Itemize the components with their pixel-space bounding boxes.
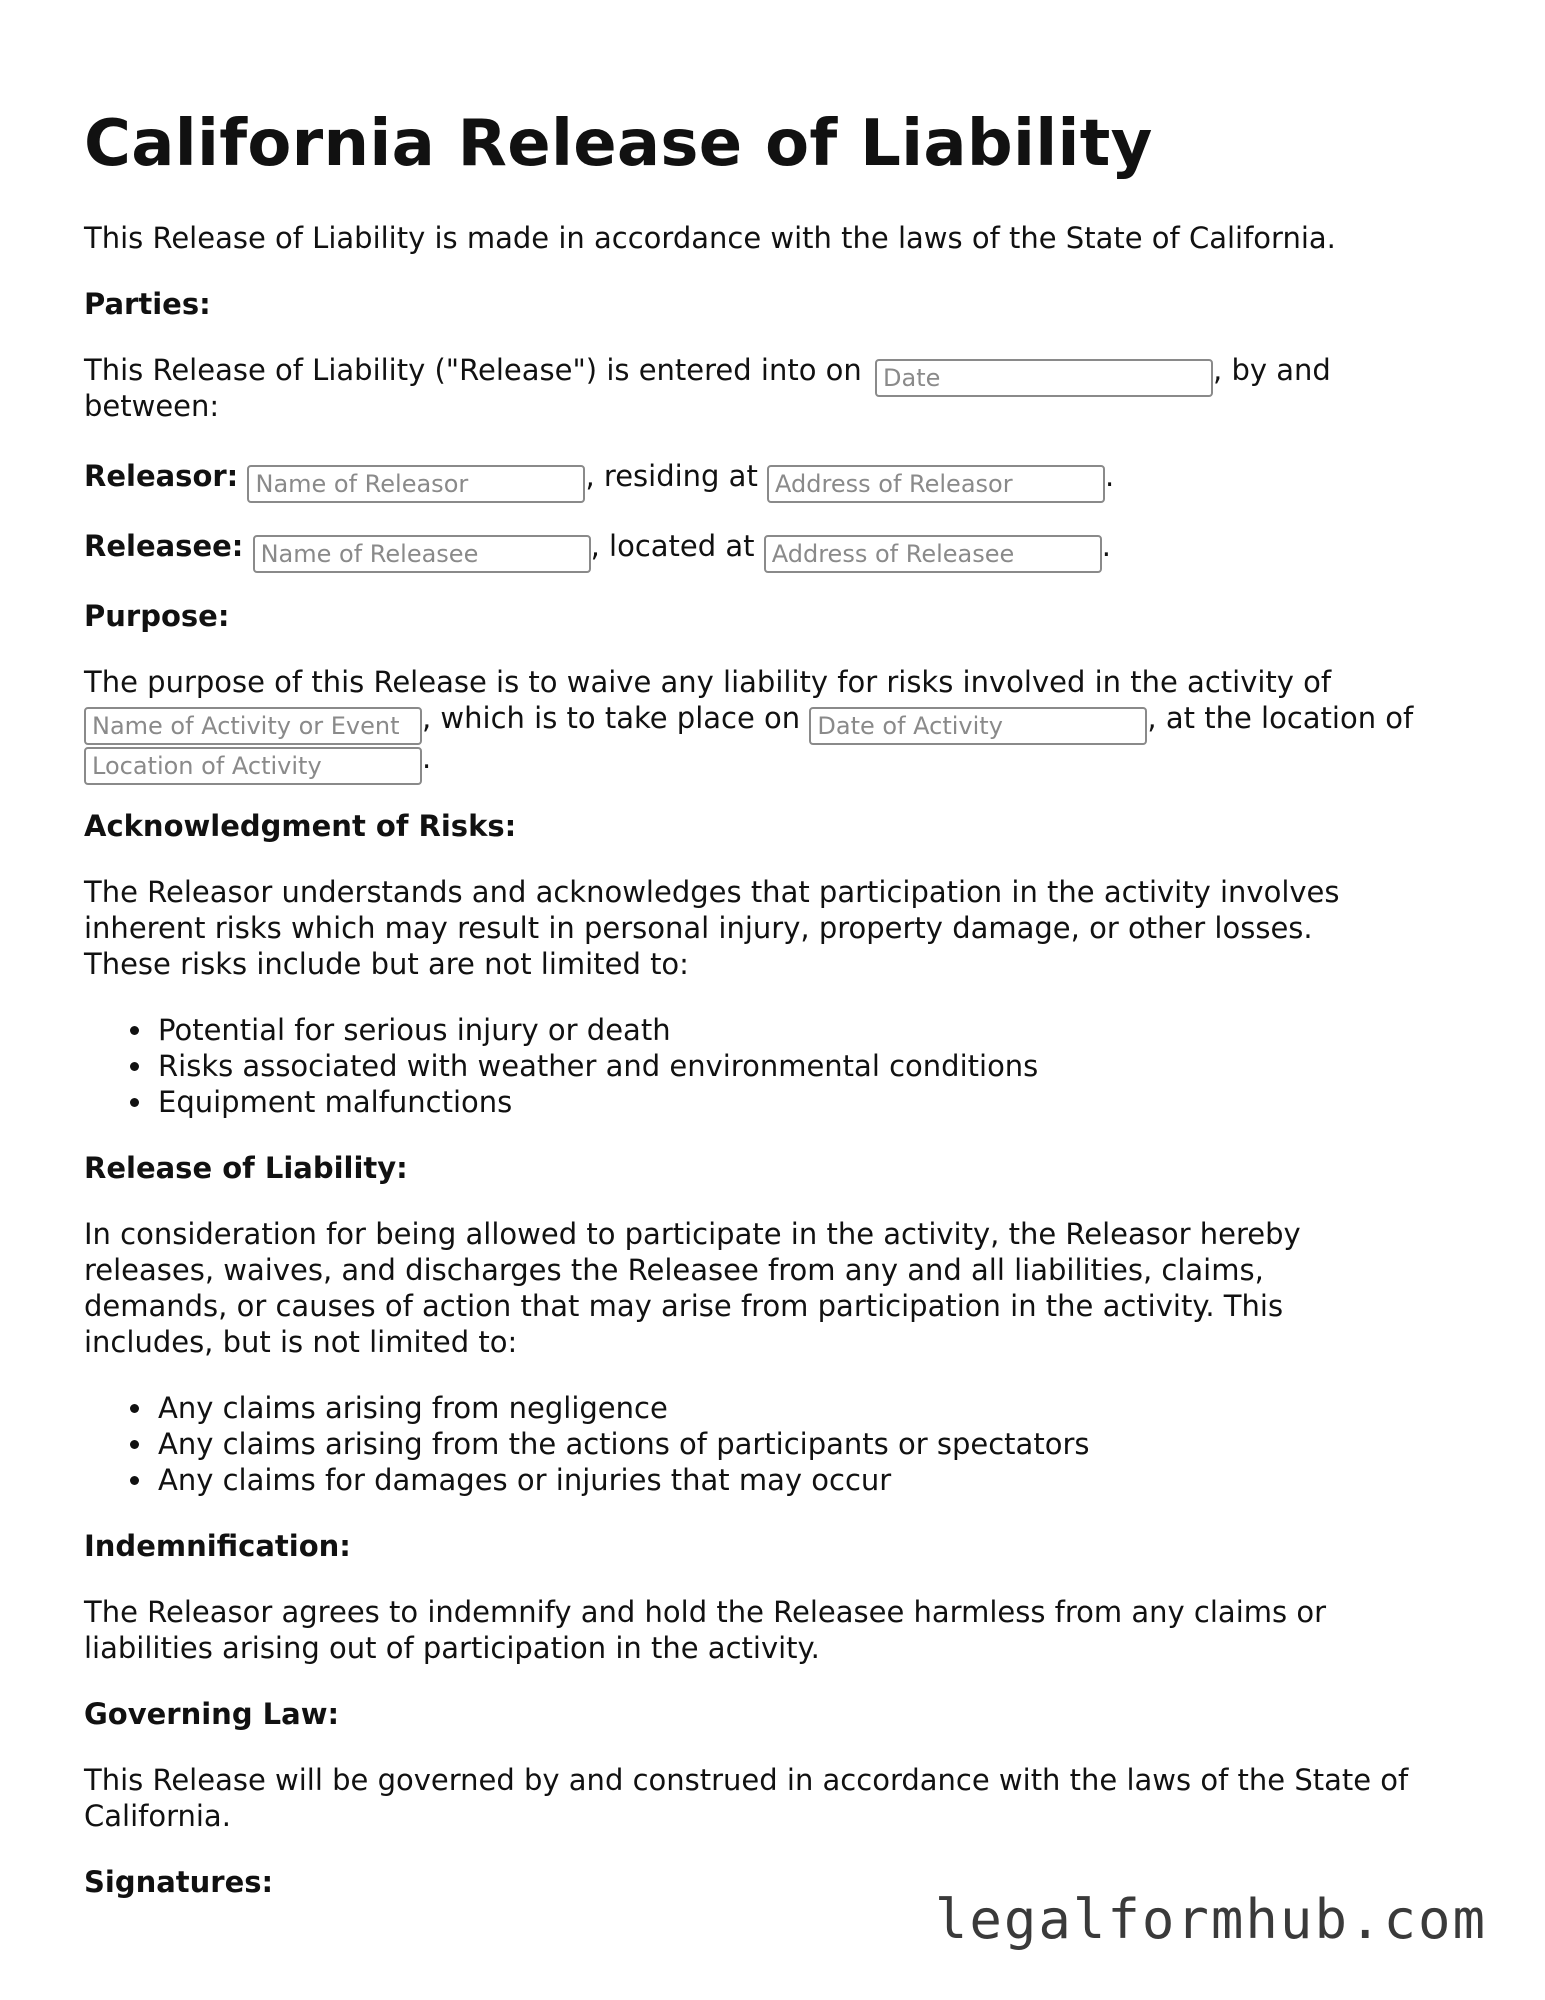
list-item: Any claims arising from negligence bbox=[158, 1390, 1089, 1426]
list-item: Potential for serious injury or death bbox=[158, 1012, 1038, 1048]
releasee-label: Releasee: bbox=[84, 529, 244, 563]
parties-line-continued: between: bbox=[84, 389, 220, 423]
list-item: Risks associated with weather and environmental conditions bbox=[158, 1049, 1039, 1083]
release-line-4: includes, but is not limited to: bbox=[84, 1325, 518, 1359]
purpose-line-3 bbox=[84, 740, 431, 785]
releasee-name-field[interactable] bbox=[253, 535, 591, 573]
releasee-address-field[interactable] bbox=[764, 535, 1102, 573]
releasor-name-field[interactable] bbox=[247, 465, 585, 503]
risks-list bbox=[84, 1012, 1038, 1120]
indemnification-line-1: The Releasor agrees to indemnify and hold the Releasee harmless from any claims or bbox=[84, 1595, 1326, 1629]
parties-text-before-date: This Release of Liability ("Release") is entered into on bbox=[84, 353, 862, 387]
indemnification-heading: Indemnification: bbox=[84, 1529, 351, 1563]
parties-heading: Parties: bbox=[84, 287, 211, 321]
risks-line-2: inherent risks which may result in personal injury, property damage, or other losses. bbox=[84, 911, 1313, 945]
releasee-mid-text: , located at bbox=[590, 529, 755, 563]
releasee-end-text: . bbox=[1101, 529, 1111, 563]
release-line-2: releases, waives, and discharges the Releasee from any and all liabilities, claims, bbox=[84, 1253, 1264, 1287]
purpose-line-1: The purpose of this Release is to waive any liability for risks involved in the activity of bbox=[84, 665, 1332, 699]
releasor-end-text: . bbox=[1105, 459, 1115, 493]
risks-heading: Acknowledgment of Risks: bbox=[84, 809, 517, 843]
date-field[interactable] bbox=[875, 359, 1213, 397]
governing-law-line-2: California. bbox=[84, 1799, 231, 1833]
purpose-mid-text: , which is to take place on bbox=[422, 701, 801, 735]
list-item: Equipment malfunctions bbox=[158, 1084, 1038, 1120]
parties-line bbox=[84, 352, 1331, 397]
releasor-label: Releasor: bbox=[84, 459, 239, 493]
releasor-line bbox=[84, 458, 1114, 503]
purpose-after-date-text: , at the location of bbox=[1147, 701, 1414, 735]
purpose-end-text: . bbox=[422, 741, 432, 775]
release-list bbox=[84, 1390, 1089, 1498]
purpose-heading: Purpose: bbox=[84, 599, 230, 633]
risks-line-1: The Releasor understands and acknowledges that participation in the activity involves bbox=[84, 875, 1340, 909]
releasee-line bbox=[84, 528, 1111, 573]
activity-location-field[interactable] bbox=[84, 747, 422, 785]
release-line-1: In consideration for being allowed to participate in the activity, the Releasor hereby bbox=[84, 1217, 1301, 1251]
list-item: Any claims for damages or injuries that may occur bbox=[158, 1462, 1089, 1498]
release-heading: Release of Liability: bbox=[84, 1151, 408, 1185]
releasor-address-field[interactable] bbox=[767, 465, 1105, 503]
release-line-3: demands, or causes of action that may arise from participation in the activity. This bbox=[84, 1289, 1284, 1323]
releasor-mid-text: , residing at bbox=[585, 459, 758, 493]
purpose-line-2 bbox=[84, 700, 1413, 745]
indemnification-line-2: liabilities arising out of participation in the activity. bbox=[84, 1631, 820, 1665]
parties-text-after-date: , by and bbox=[1213, 353, 1331, 387]
risks-line-3: These risks include but are not limited to: bbox=[84, 947, 689, 981]
governing-law-heading: Governing Law: bbox=[84, 1697, 340, 1731]
signatures-heading: Signatures: bbox=[84, 1865, 274, 1899]
intro-text: This Release of Liability is made in accordance with the laws of the State of California. bbox=[84, 221, 1336, 255]
page-title: California Release of Liability bbox=[84, 107, 1153, 181]
governing-law-line-1: This Release will be governed by and construed in accordance with the laws of the State of bbox=[84, 1763, 1409, 1797]
activity-date-field[interactable] bbox=[809, 707, 1147, 745]
list-item: Any claims arising from the actions of participants or spectators bbox=[158, 1427, 1090, 1461]
watermark: legalformhub.com bbox=[934, 1888, 1487, 1951]
